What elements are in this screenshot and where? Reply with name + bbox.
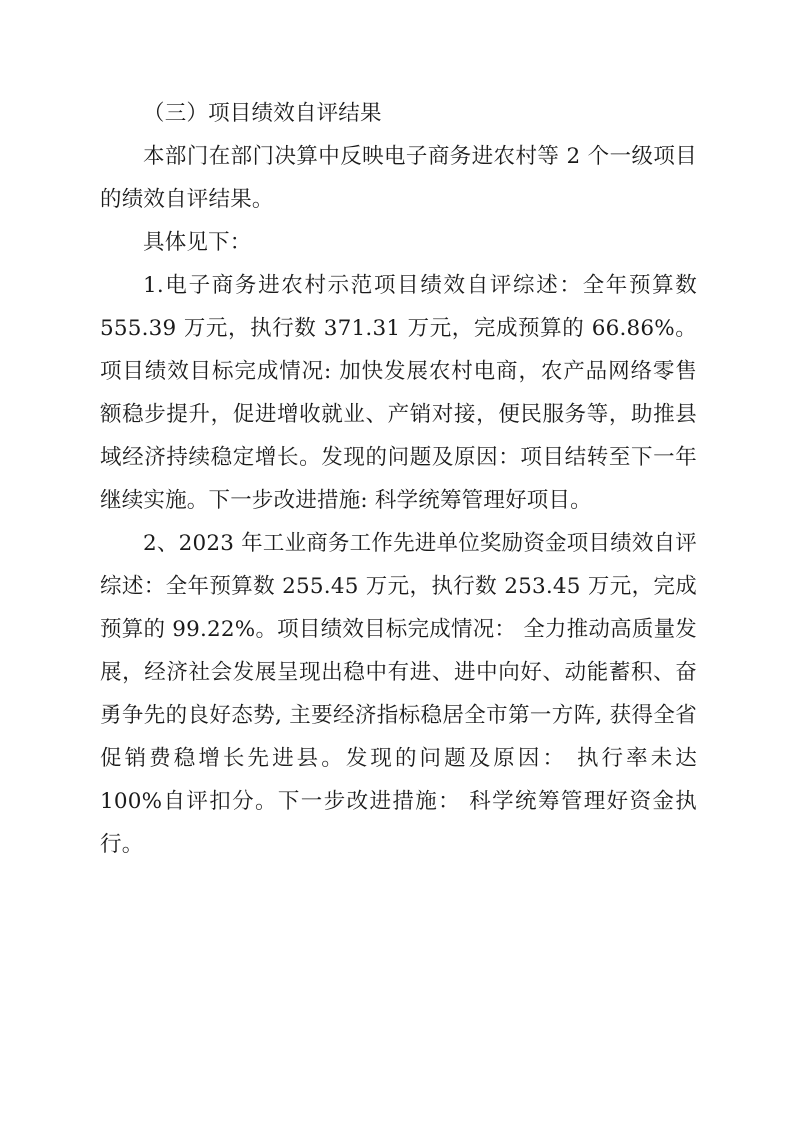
- paragraph-project-1: 1.电子商务进农村示范项目绩效自评综述：全年预算数 555.39 万元，执行数 371.31 万元，完成预算的 66.86%。项目绩效目标完成情况: 加快发展农村电商，农产品网络零售额稳步提升，促进增收就业、产销对接，便民服务等，助推县域经济持续稳定增长。发现的问题及原因：项目结转至下一年继续实施。下一步改进措施: 科学统筹管理好项目。: [100, 273, 697, 513]
- paragraph-intro: 本部门在部门决算中反映电子商务进农村等 2 个一级项目的绩效自评结果。: [100, 144, 697, 212]
- document-body: [100, 92, 697, 866]
- section-heading: （三）项目绩效自评结果: [143, 101, 382, 126]
- paragraph-details-lead: 具体见下：: [143, 230, 252, 255]
- paragraph-project-2: 2、2023 年工业商务工作先进单位奖励资金项目绩效自评综述：全年预算数 255.45 万元，执行数 253.45 万元，完成预算的 99.22%。项目绩效目标完成情况： 全力推动高质量发展，经济社会发展呈现出稳中有进、进中向好、动能蓄积、奋勇争先的良好态势, 主要经济指标稳居全市第一方阵, 获得全省促销费稳增长先进县。发现的问题及原因： 执行率未达 100%自评扣分。下一步改进措施： 科学统筹管理好资金执行。: [100, 531, 697, 857]
